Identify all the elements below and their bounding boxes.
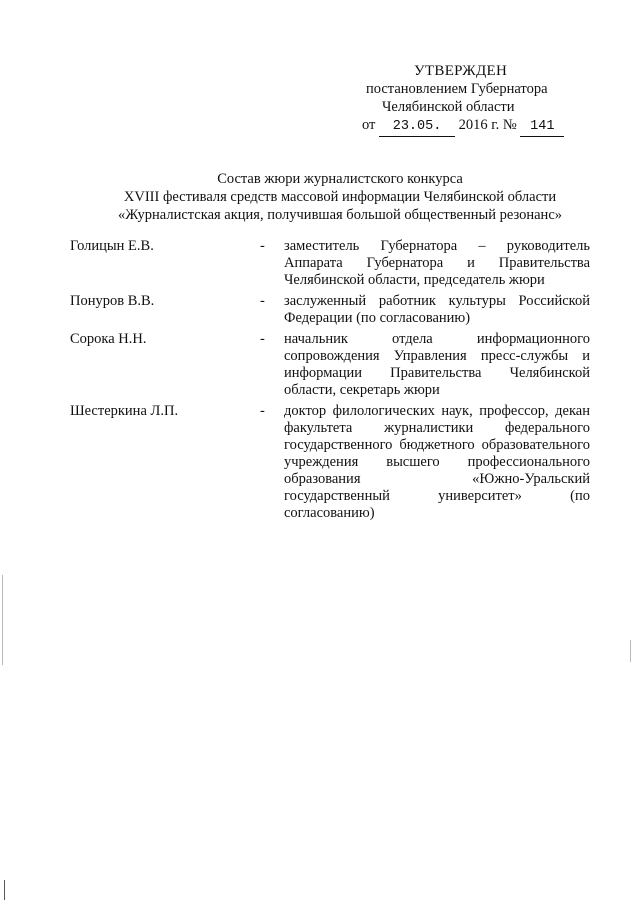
scan-mark [630, 640, 631, 662]
approval-date: 23.05. [379, 118, 455, 137]
document-title [60, 170, 620, 224]
member-role: начальник отдела информационного сопровождения Управления пресс-службы и информации Правительства Челябинской области, секретарь жюри [284, 331, 590, 398]
jury-member-row [70, 403, 590, 522]
number-label: № [502, 117, 517, 133]
title-line-3: «Журналистская акция, получившая большой общественный резонанс» [118, 207, 562, 223]
approval-number: 141 [520, 118, 564, 137]
jury-member-row [70, 293, 590, 327]
title-line-1: Состав жюри журналистского конкурса [217, 171, 463, 187]
member-name: Голицын Е.В. [70, 238, 154, 254]
member-role: заместитель Губернатора – руководитель Аппарата Губернатора и Правительства Челябинской области, председатель жюри [284, 238, 590, 288]
scan-mark [2, 575, 3, 665]
approval-heading: УТВЕРЖДЕН [414, 63, 508, 79]
member-role: заслуженный работник культуры Российской Федерации (по согласованию) [284, 293, 590, 326]
jury-member-row [70, 331, 590, 399]
approval-year: 2016 г. [458, 117, 500, 133]
approval-line-date [362, 116, 592, 137]
jury-member-row [70, 238, 590, 289]
scan-mark [4, 880, 5, 900]
approval-line-decree: постановлением Губернатора [366, 81, 548, 97]
member-name: Сорока Н.Н. [70, 331, 147, 347]
approval-line-region: Челябинской области [382, 99, 515, 115]
approval-stamp [362, 62, 592, 137]
member-name: Понуров В.В. [70, 293, 155, 309]
title-line-2: XVIII фестиваля средств массовой информации Челябинской области [123, 189, 557, 205]
member-dash: - [260, 403, 265, 419]
member-name: Шестеркина Л.П. [70, 403, 179, 419]
date-prefix: от [362, 117, 376, 133]
member-dash: - [260, 293, 265, 309]
member-dash: - [260, 238, 265, 254]
member-role: доктор филологических наук, профессор, декан факультета журналистики федерального государственного бюджетного образовательного учреждения высшего профессионального образования «Южно-Уральский государственный университет» (по согласованию) [284, 403, 590, 521]
member-dash: - [260, 331, 265, 347]
jury-members-list [70, 238, 590, 526]
